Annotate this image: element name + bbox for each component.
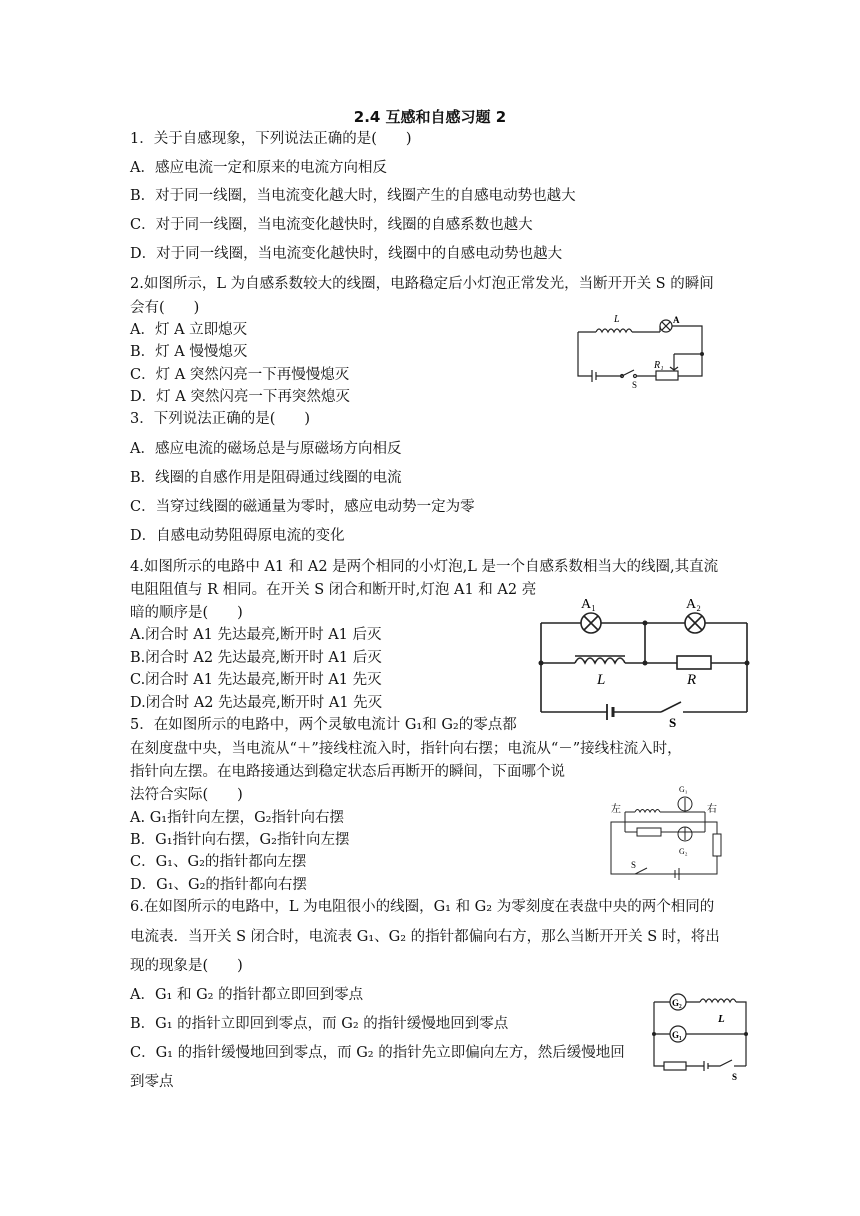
label-G2: G₂ xyxy=(679,847,688,856)
label-left: 左 xyxy=(611,804,621,815)
q6-option-c-cont: 到零点 xyxy=(130,1074,174,1090)
resistor-icon xyxy=(656,371,678,380)
q2-stem-cont: 会有( ) xyxy=(130,300,200,316)
q6-circuit-diagram xyxy=(648,990,754,1082)
q4-stem-cont: 电阻阻值与 R 相同。在开关 S 闭合和断开时,灯泡 A1 和 A2 亮 xyxy=(130,582,537,598)
q1-option-c: C．对于同一线圈，当电流变化越快时，线圈的自感系数也越大 xyxy=(130,217,533,233)
switch-icon xyxy=(635,868,647,874)
q4-circuit-diagram xyxy=(535,592,755,728)
label-L: L xyxy=(597,672,606,688)
label-S: S xyxy=(631,860,637,870)
q4-option-a: A.闭合时 A1 先达最亮,断开时 A1 后灭 xyxy=(130,627,382,643)
inductor-coil-icon xyxy=(700,999,736,1002)
inductor-coil-icon xyxy=(575,658,625,663)
battery-icon xyxy=(592,370,596,382)
q6-option-b: B．G₁ 的指针立即回到零点，而 G₂ 的指针缓慢地回到零点 xyxy=(130,1016,509,1032)
label-right: 右 xyxy=(707,804,717,815)
q4-option-b: B.闭合时 A2 先达最亮,断开时 A1 后灭 xyxy=(130,650,382,666)
q2-stem: 2.如图所示，L 为自感系数较大的线圈，电路稳定后小灯泡正常发光，当断开开关 S 的瞬间 xyxy=(130,276,714,292)
q1-option-b: B．对于同一线圈，当电流变化越大时，线圈产生的自感电动势也越大 xyxy=(130,188,576,204)
resistor-icon xyxy=(664,1062,686,1070)
switch-icon xyxy=(708,1060,732,1066)
q5-option-a: A. G₁指针向左摆，G₂指针向右摆 xyxy=(130,810,344,826)
label-A2: A₂ xyxy=(686,597,701,612)
label-G1: G₁ xyxy=(679,785,688,794)
label-A1: A₁ xyxy=(581,597,596,612)
q1-option-d: D．对于同一线圈，当电流变化越快时，线圈中的自感电动势也越大 xyxy=(130,246,563,262)
label-A: A xyxy=(673,315,680,325)
inductor-coil-icon xyxy=(596,329,632,332)
q3-option-a: A．感应电流的磁场总是与原磁场方向相反 xyxy=(130,441,402,457)
label-R1: R₁ xyxy=(654,360,664,371)
switch-icon xyxy=(661,702,681,712)
q5-stem-cont: 在刻度盘中央，当电流从“＋”接线柱流入时，指针向右摆；电流从“－”接线柱流入时， xyxy=(130,741,682,757)
q5-option-d: D．G₁、G₂的指针都向右摆 xyxy=(130,877,307,893)
label-L: L xyxy=(614,314,620,325)
q2-option-d: D．灯 A 突然闪亮一下再突然熄灭 xyxy=(130,389,350,405)
q5-option-b: B．G₁指针向右摆，G₂指针向左摆 xyxy=(130,832,350,848)
q2-circuit-diagram xyxy=(574,312,708,390)
q6-stem-cont: 电流表．当开关 S 闭合时，电流表 G₁、G₂ 的指针都偏向右方，那么当断开开关 S 时，将出 xyxy=(130,929,720,945)
page-title: 2.4 互感和自感习题 2 xyxy=(353,108,507,126)
label-S: S xyxy=(732,1072,738,1082)
q5-stem-cont2: 指针向左摆。在电路接通达到稳定状态后再断开的瞬间，下面哪个说 xyxy=(130,764,565,780)
q6-option-c: C．G₁ 的指针缓慢地回到零点，而 G₂ 的指针先立即偏向左方，然后缓慢地回 xyxy=(130,1045,625,1061)
q4-stem-cont2: 暗的顺序是( ) xyxy=(130,605,243,621)
q6-stem-cont2: 现的现象是( ) xyxy=(130,958,243,974)
label-R: R xyxy=(687,672,697,688)
q3-stem: 3．下列说法正确的是( ) xyxy=(130,411,311,427)
q1-option-a: A．感应电流一定和原来的电流方向相反 xyxy=(130,160,387,176)
resistor-icon xyxy=(713,834,721,856)
q6-option-a: A．G₁ 和 G₂ 的指针都立即回到零点 xyxy=(130,987,364,1003)
q2-option-c: C．灯 A 突然闪亮一下再慢慢熄灭 xyxy=(130,367,350,383)
q2-option-a: A．灯 A 立即熄灭 xyxy=(130,322,248,338)
q3-option-b: B．线圈的自感作用是阻碍通过线圈的电流 xyxy=(130,470,402,486)
label-S: S xyxy=(669,715,677,730)
inductor-coil-icon xyxy=(635,810,660,813)
q4-option-d: D.闭合时 A2 先达最亮,断开时 A1 先灭 xyxy=(130,695,383,711)
q3-option-d: D．自感电动势阻碍原电流的变化 xyxy=(130,528,345,544)
q5-option-c: C．G₁、G₂的指针都向左摆 xyxy=(130,854,307,870)
q5-circuit-diagram xyxy=(605,782,735,878)
q6-stem: 6.在如图所示的电路中，L 为电阻很小的线圈，G₁ 和 G₂ 为零刻度在表盘中央的两个相同的 xyxy=(130,899,715,915)
q5-stem-cont3: 法符合实际( ) xyxy=(130,787,243,803)
q4-stem: 4.如图所示的电路中 A1 和 A2 是两个相同的小灯泡,L 是一个自感系数相当大的线圈,其直流 xyxy=(130,559,719,575)
resistor-icon xyxy=(637,828,661,836)
battery-icon xyxy=(704,1061,708,1071)
label-L: L xyxy=(718,1013,725,1025)
q3-option-c: C．当穿过线圈的磁通量为零时，感应电动势一定为零 xyxy=(130,499,475,515)
label-G2: G₂ xyxy=(672,998,682,1008)
label-S: S xyxy=(632,380,638,390)
label-G1: G₁ xyxy=(672,1030,682,1040)
q5-stem: 5．在如图所示的电路中，两个灵敏电流计 G₁和 G₂的零点都 xyxy=(130,717,517,733)
q4-option-c: C.闭合时 A1 先达最亮,断开时 A1 先灭 xyxy=(130,672,382,688)
resistor-icon xyxy=(677,656,711,669)
q2-option-b: B．灯 A 慢慢熄灭 xyxy=(130,344,248,360)
q1-stem: 1．关于自感现象，下列说法正确的是( ) xyxy=(130,131,412,147)
